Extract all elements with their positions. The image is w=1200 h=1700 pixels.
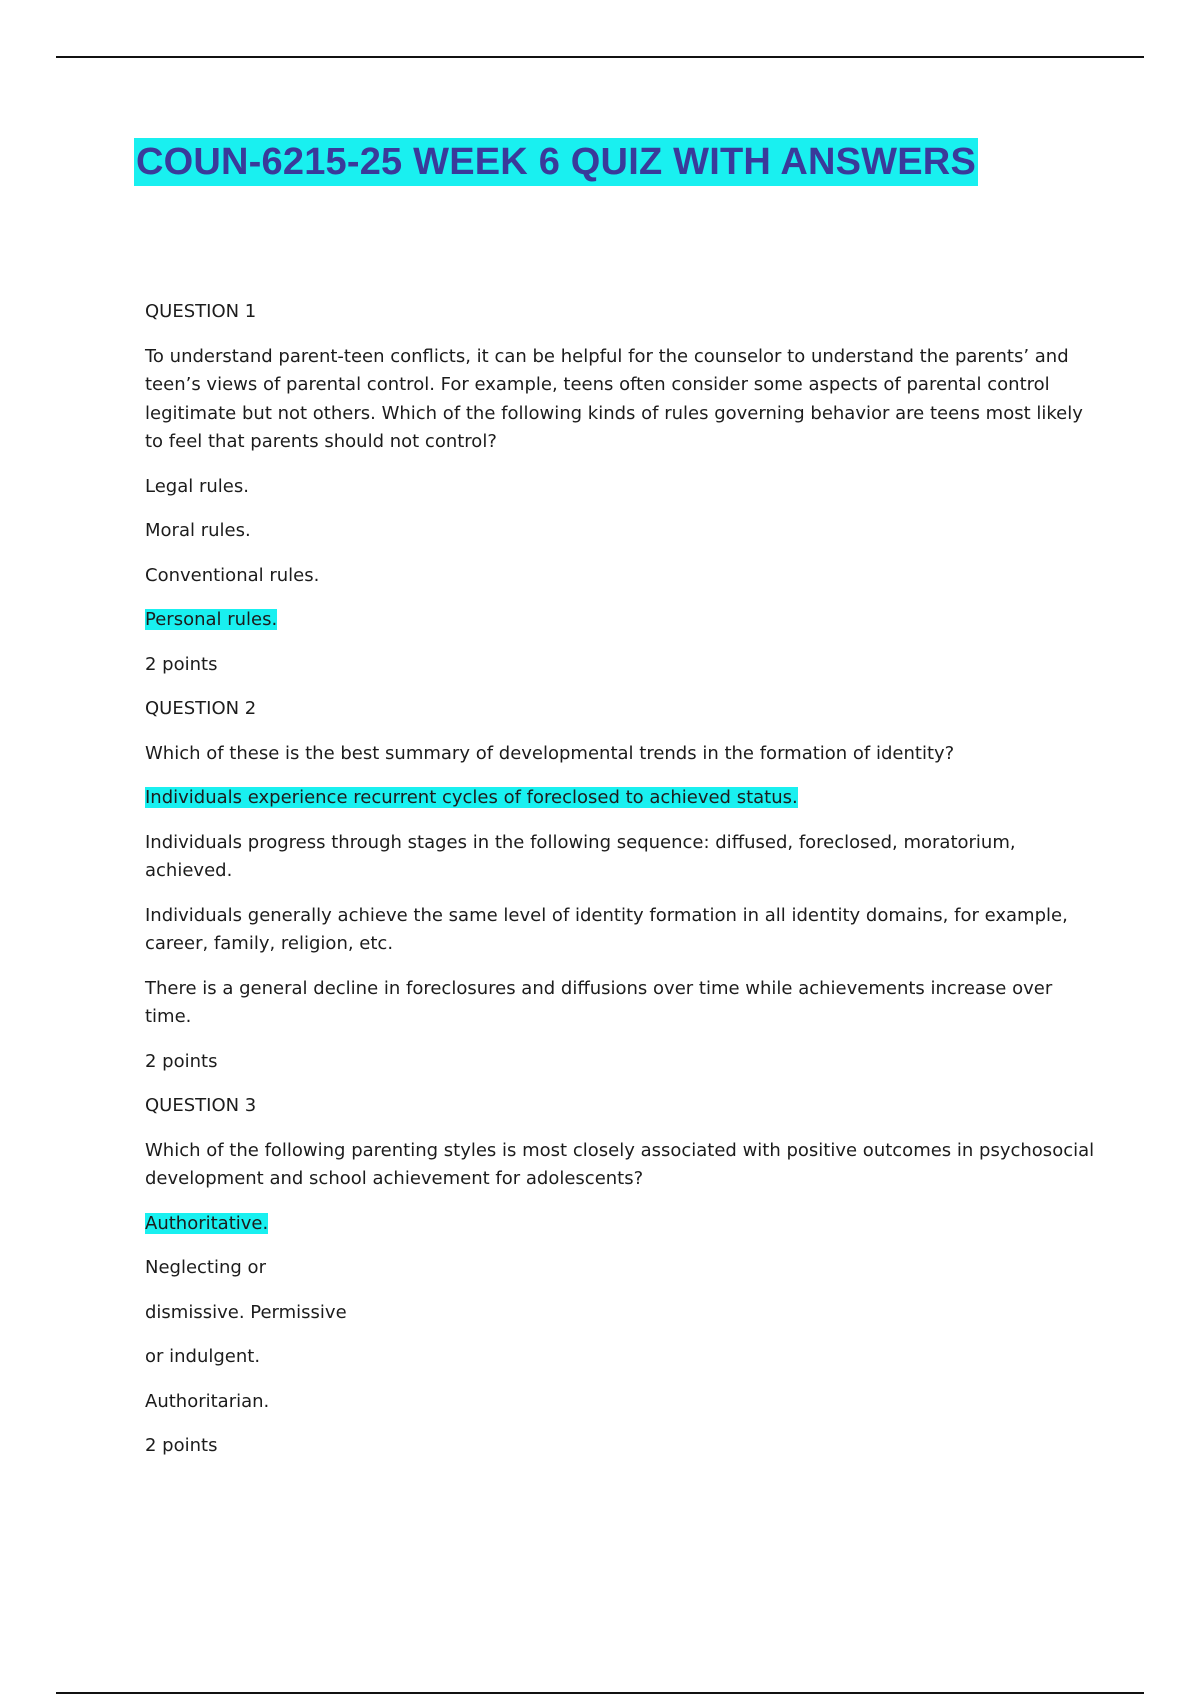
question-prompt: Which of these is the best summary of developmental trends in the formation of identity? <box>145 742 955 764</box>
document-title: COUN-6215-25 WEEK 6 QUIZ WITH ANSWERS <box>134 138 978 186</box>
answer-option: Authoritarian. <box>145 1390 270 1412</box>
question-points: 2 points <box>145 1050 218 1072</box>
question-3 <box>145 1092 1095 1461</box>
answer-option: There is a general decline in foreclosures and diffusions over time while achievements increase over time. <box>145 977 1053 1027</box>
answer-option: dismissive. Permissive <box>145 1301 347 1323</box>
question-label: QUESTION 2 <box>145 698 257 719</box>
bottom-rule <box>56 1692 1144 1694</box>
answer-option: Neglecting or <box>145 1257 266 1278</box>
question-1 <box>145 298 1095 679</box>
question-label: QUESTION 3 <box>145 1095 257 1116</box>
question-prompt: To understand parent-teen conflicts, it can be helpful for the counselor to understand the parents’ and teen’s views of parental control. For example, teens often consider some aspects of parental control legitimate but not others. Which of the following kinds of rules governing behavior are teens most likely to feel that parents should not control? <box>145 345 1083 452</box>
correct-answer-option <box>145 784 1095 813</box>
answer-option: Legal rules. <box>145 475 249 497</box>
top-rule <box>56 56 1144 58</box>
answer-option: Moral rules. <box>145 520 251 541</box>
question-2 <box>145 695 1095 1076</box>
correct-answer-option <box>145 606 1095 635</box>
answer-highlight: Individuals experience recurrent cycles of foreclosed to achieved status. <box>145 787 798 808</box>
question-points: 2 points <box>145 653 218 675</box>
question-points: 2 points <box>145 1435 218 1456</box>
answer-option: Individuals generally achieve the same level of identity formation in all identity domains, for example, career, family, religion, etc. <box>145 904 1068 954</box>
answer-option: or indulgent. <box>145 1346 261 1367</box>
document-title-wrap <box>134 138 978 186</box>
question-label: QUESTION 1 <box>145 301 257 322</box>
quiz-content <box>145 298 1095 1477</box>
answer-option: Individuals progress through stages in the following sequence: diffused, foreclosed, moratorium, achieved. <box>145 831 1016 881</box>
question-prompt: Which of the following parenting styles is most closely associated with positive outcomes in psychosocial development and school achievement for adolescents? <box>145 1139 1095 1189</box>
answer-option: Conventional rules. <box>145 564 320 586</box>
correct-answer-option <box>145 1210 1095 1239</box>
answer-highlight: Personal rules. <box>145 609 278 630</box>
answer-highlight: Authoritative. <box>145 1212 269 1234</box>
